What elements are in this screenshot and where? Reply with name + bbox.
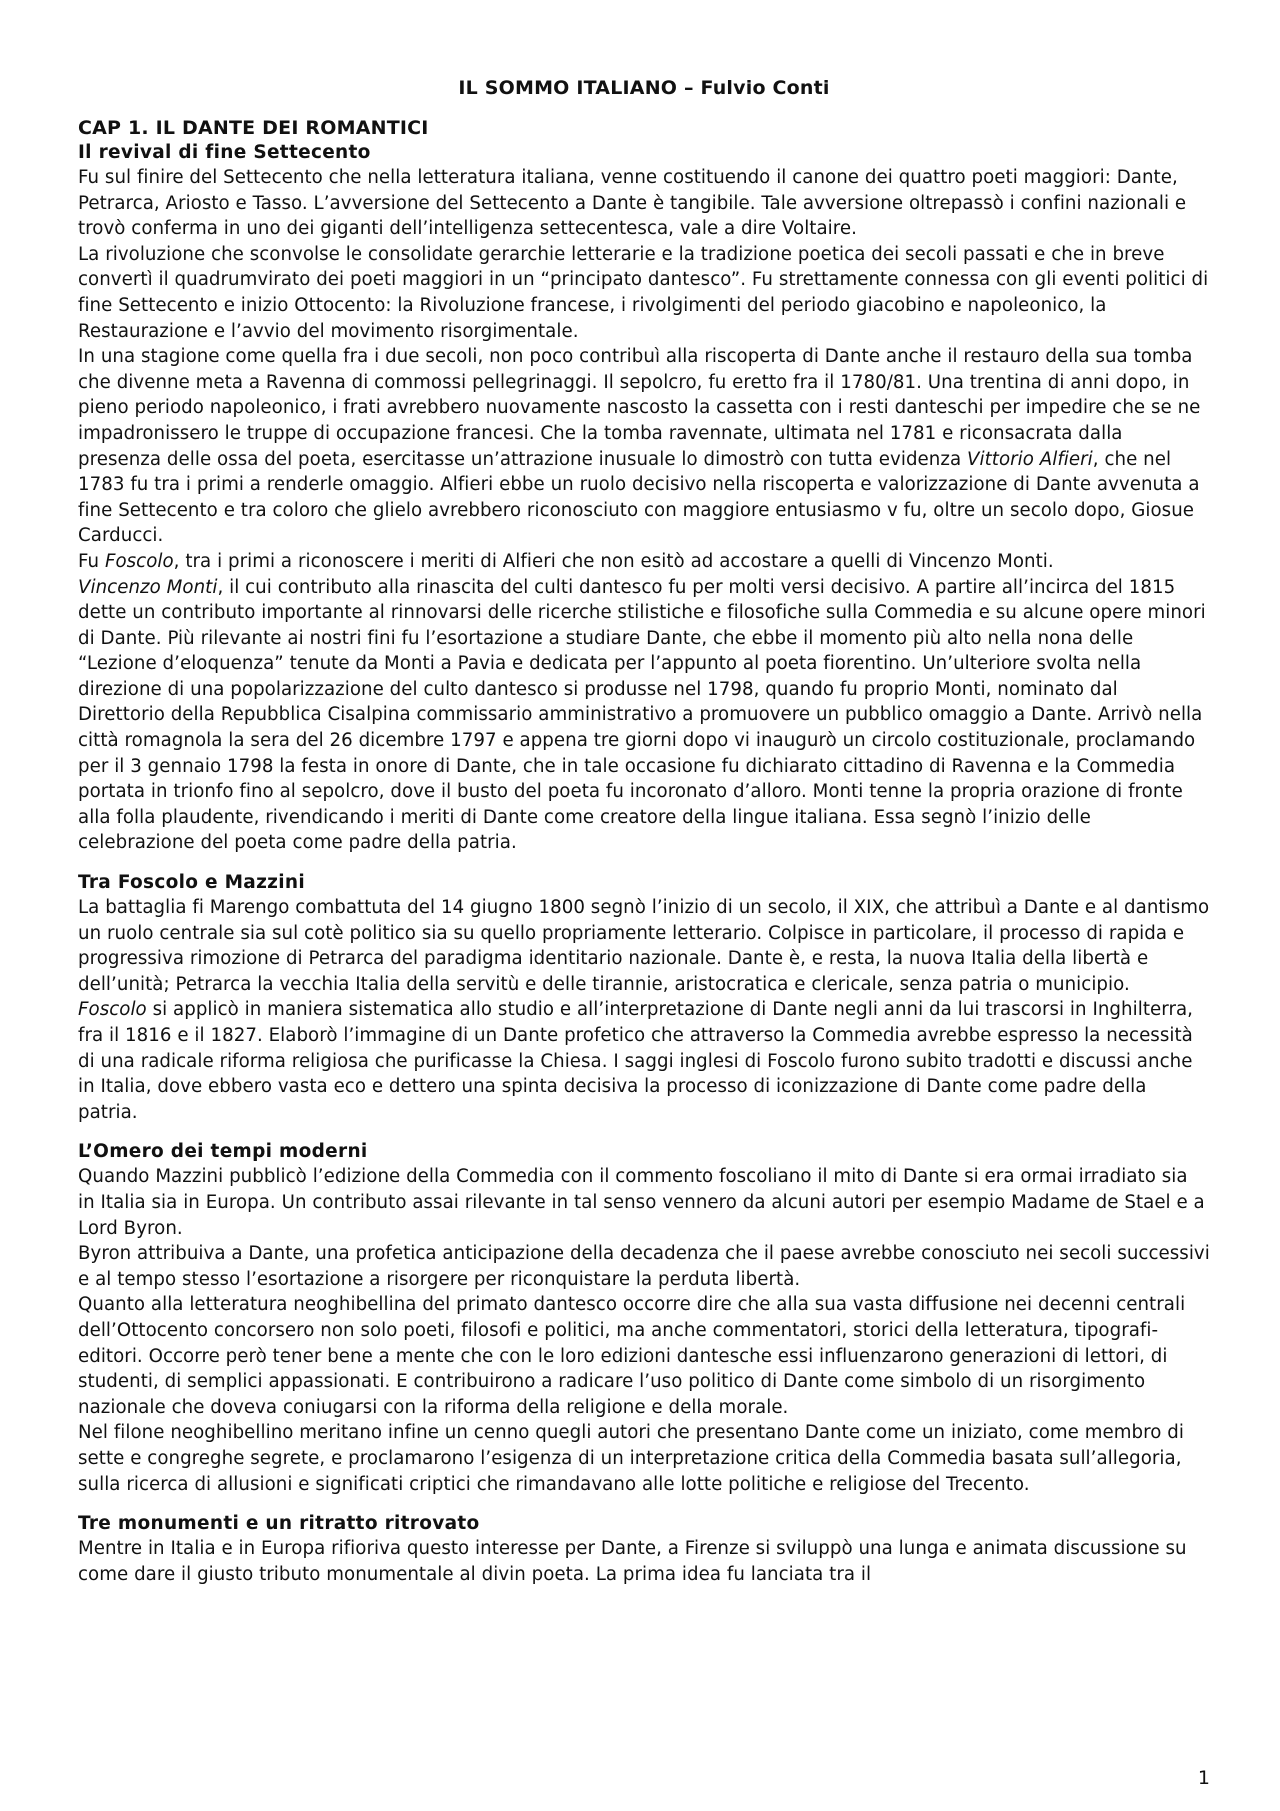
section-heading: L’Omero dei tempi moderni (78, 1141, 368, 1163)
italic-text: Foscolo (78, 999, 147, 1021)
paragraph (78, 997, 1210, 1125)
italic-text: Foscolo (104, 550, 174, 572)
italic-text: Vittorio Alfieri (966, 448, 1093, 470)
text-run: Fu (78, 550, 105, 572)
text-run: Mentre in Italia e in Europa rifioriva questo interesse per Dante, a Firenze si sviluppò una lunga e animata discussione su come dare il giusto tributo monumentale al divin poeta. La prima idea fu lanciata tra il (78, 1538, 1187, 1585)
paragraph (78, 1241, 1210, 1292)
document-body (78, 140, 1210, 1587)
text-run: , il cui contributo alla rinascita del culti dantesco fu per molti versi decisivo. A partire all’incirca del 1815 dette un contributo importante al rinnovarsi delle ricerche stilistiche e filosofiche sulla Commedia e su alcune opere minori di Dante. Più rilevante ai nostri fini fu l’esortazione a studiare Dante, che ebbe il momento più alto nella nona delle “Lezione d’eloquenza” tenute da Monti a Pavia e dedicata per l’appunto al poeta fiorentino. Un’ulteriore svolta nella direzione di una popolarizzazione del culto dantesco si produsse nel 1798, quando fu proprio Monti, nominato dal Direttorio della Repubblica Cisalpina commissario amministrativo a promuovere un pubblico omaggio a Dante. Arrivò nella città romagnola la sera del 26 dicembre 1797 e appena tre giorni dopo vi inaugurò un circolo costituzionale, proclamando per il 3 gennaio 1798 la festa in onore di Dante, che in tale occasione fu dichiarato cittadino di Ravenna e la Commedia portata in trionfo fino al sepolcro, dove il busto del poeta fu incoronato d’alloro. Monti tenne la propria orazione di fronte alla folla plaudente, rivendicando i meriti di Dante come creatore della lingue italiana. Essa segnò l’inizio delle celebrazione del poeta come padre della patria. (78, 576, 1206, 854)
paragraph (78, 1292, 1210, 1420)
paragraph (78, 1536, 1210, 1587)
text-run: In una stagione come quella fra i due secoli, non poco contribuì alla riscoperta di Dante anche il restauro della sua tomba che divenne meta a Ravenna di commossi pellegrinaggi. Il sepolcro, fu eretto fra il 1780/81. Una trentina di anni dopo, in pieno periodo napoleonico, i frati avrebbero nuovamente nascosto la cassetta con i resti danteschi per impedire che se ne impadronissero le truppe di occupazione francesi. Che la tomba ravennate, ultimata nel 1781 e riconsacrata dalla presenza delle ossa del poeta, esercitasse un’attrazione inusuale lo dimostrò con tutta evidenza (78, 346, 1201, 470)
paragraph (78, 549, 1210, 575)
text-run: Quanto alla letteratura neoghibellina del primato dantesco occorre dire che alla sua vasta diffusione nei decenni centrali dell’Ottocento concorsero non solo poeti, filosofi e politici, ma anche commentatori, storici della letteratura, tipografi-editori. Occorre però tener bene a mente che con le loro edizioni dantesche essi influenzarono generazioni di lettori, di studenti, di semplici appassionati. E contribuirono a radicare l’uso politico di Dante come simbolo di un risorgimento nazionale che doveva coniugarsi con la riforma della religione e della morale. (78, 1294, 1186, 1418)
text-run: Byron attribuiva a Dante, una profetica anticipazione della decadenza che il paese avrebbe conosciuto nei secoli successivi e al tempo stesso l’esortazione a risorgere per riconquistare la perduta libertà. (78, 1243, 1210, 1290)
section-heading: Tra Foscolo e Mazzini (78, 872, 305, 894)
section-heading: Il revival di fine Settecento (78, 142, 371, 163)
document-page (78, 74, 1210, 1587)
paragraph (78, 1164, 1210, 1241)
paragraph (78, 242, 1210, 344)
italic-text: Vincenzo Monti (78, 576, 218, 598)
paragraph (78, 575, 1210, 857)
chapter-title: CAP 1. IL DANTE DEI ROMANTICI (78, 117, 429, 139)
document-title: IL SOMMO ITALIANO – Fulvio Conti (458, 77, 830, 99)
text-run: Quando Mazzini pubblicò l’edizione della Commedia con il commento foscoliano il mito di Dante si era ormai irradiato sia in Italia sia in Europa. Un contributo assai rilevante in tal senso vennero da alcuni autori per esempio Madame de Stael e a Lord Byron. (78, 1166, 1205, 1239)
text-run: , che nel 1783 fu tra i primi a renderle omaggio. Alfieri ebbe un ruolo decisivo nella riscoperta e valorizzazione di Dante avvenuta a fine Settecento e tra coloro che glielo avrebbero riconosciuto con maggiore entusiasmo v fu, oltre un secolo dopo, Giosue Carducci. (78, 448, 1200, 547)
text-run: Fu sul finire del Settecento che nella letteratura italiana, venne costituendo il canone dei quattro poeti maggiori: Dante, Petrarca, Ariosto e Tasso. L’avversione del Settecento a Dante è tangibile. Tale avversione oltrepassò i confini nazionali e trovò conferma in uno dei giganti dell’intelligenza settecentesca, vale a dire Voltaire. (78, 167, 1187, 240)
paragraph (78, 1420, 1210, 1497)
paragraph (78, 895, 1210, 997)
paragraph (78, 165, 1210, 242)
text-run: si applicò in maniera sistematica allo studio e all’interpretazione di Dante negli anni da lui trascorsi in Inghilterra, fra il 1816 e il 1827. Elaborò l’immagine di un Dante profetico che attraverso la Commedia avrebbe espresso la necessità di una radicale riforma religiosa che purificasse la Chiesa. I saggi inglesi di Foscolo furono subito tradotti e discussi anche in Italia, dove ebbero vasta eco e dettero una spinta decisiva la processo di iconizzazione di Dante come padre della patria. (78, 999, 1193, 1123)
paragraph (78, 344, 1210, 549)
text-run: Nel filone neoghibellino meritano infine un cenno quegli autori che presentano Dante come un iniziato, come membro di sette e congreghe segrete, e proclamarono l’esigenza di un interpretazione critica della Commedia basata sull’allegoria, sulla ricerca di allusioni e significati criptici che rimandavano alle lotte politiche e religiose del Trecento. (78, 1422, 1184, 1495)
text-run: La battaglia fi Marengo combattuta del 14 giugno 1800 segnò l’inizio di un secolo, il XIX, che attribuì a Dante e al dantismo un ruolo centrale sia sul cotè politico sia su quello propriamente letterario. Colpisce in particolare, il processo di rapida e progressiva rimozione di Petrarca del paradigma identitario nazionale. Dante è, e resta, la nuova Italia della libertà e dell’unità; Petrarca la vecchia Italia della servitù e delle tirannie, aristocratica e clericale, senza patria o municipio. (78, 897, 1210, 995)
text-run: , tra i primi a riconoscere i meriti di Alfieri che non esitò ad accostare a quelli di Vincenzo Monti. (173, 550, 1054, 572)
section-heading: Tre monumenti e un ritratto ritrovato (78, 1513, 480, 1535)
text-run: La rivoluzione che sconvolse le consolidate gerarchie letterarie e la tradizione poetica dei secoli passati e che in breve convertì il quadrumvirato dei poeti maggiori in un “principato dantesco”. Fu strettamente connessa con gli eventi politici di fine Settecento e inizio Ottocento: la Rivoluzione francese, i rivolgimenti del periodo giacobino e napoleonico, la Restaurazione e l’avvio del movimento risorgimentale. (78, 243, 1209, 342)
page-number: 1 (1197, 1767, 1210, 1789)
